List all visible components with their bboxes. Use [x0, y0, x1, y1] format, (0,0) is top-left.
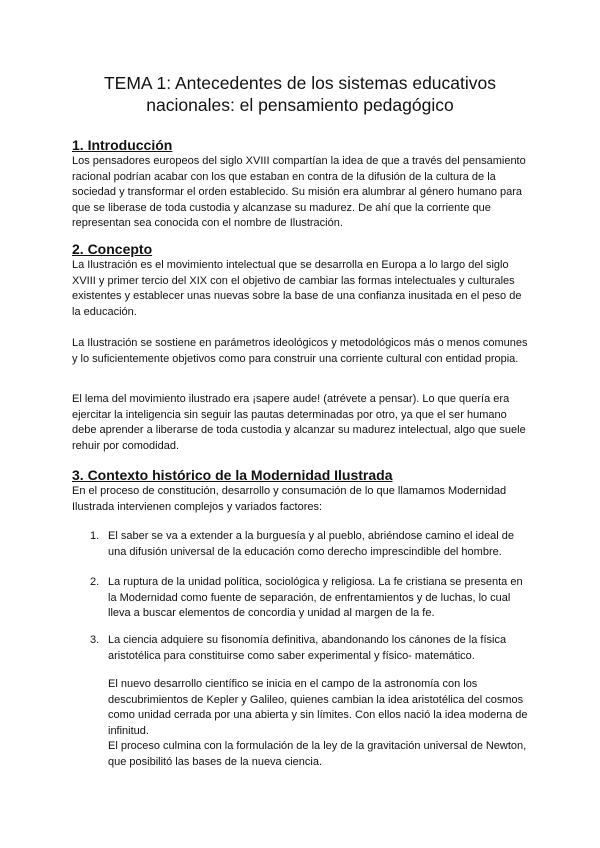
- section-heading-concepto: 2. Concepto: [72, 241, 153, 257]
- section-heading-introduccion: 1. Introducción: [72, 137, 173, 153]
- sub-paragraph-1: El nuevo desarrollo científico se inicia en el campo de la astronomía con los descubrimientos de Kepler y Galileo, quienes cambian la idea aristotélica del cosmos como unidad cerrada por una abierta y sin límites. Con ellos nació la idea moderna de infinitud.: [108, 678, 528, 737]
- list-item: [90, 575, 530, 622]
- list-item-text: El saber se va a extender a la burguesía y al pueblo, abriéndose camino el ideal de una difusión universal de la educación como derecho imprescindible del hombre.: [108, 530, 515, 558]
- list-item-text: La ciencia adquiere su fisonomía definitiva, abandonando los cánones de la física aristotélica para constituirse como saber experimental y físico- matemático.: [108, 634, 507, 662]
- list-item-number: 1.: [90, 530, 100, 542]
- paragraph-contexto-intro: En el proceso de constitución, desarrollo y consumación de lo que llamamos Modernidad Ilustrada intervienen complejos y variados factores:: [72, 485, 507, 513]
- list-item-number: 3.: [90, 634, 100, 646]
- sub-paragraph-2: El proceso culmina con la formulación de la ley de la gravitación universal de Newton, que posibilitó las bases de la nueva ciencia.: [108, 740, 527, 768]
- list-item-number: 2.: [90, 576, 100, 588]
- list-item-text: La ruptura de la unidad política, sociológica y religiosa. La fe cristiana se presenta en la Modernidad como fuente de separación, de enfrentamientos y de luchas, lo cual lleva a buscar elementos de concordia y unidad al margen de la fe.: [108, 576, 523, 620]
- paragraph-concepto-1: La Ilustración es el movimiento intelectual que se desarrolla en Europa a lo largo del siglo XVIII y primer tercio del XIX con el objetivo de cambiar las formas intelectuales y culturales existentes y establecer unas nuevas sobre la base de una confianza inusitada en el peso de la educación.: [72, 259, 522, 318]
- section-heading-contexto: 3. Contexto histórico de la Modernidad Ilustrada: [72, 467, 393, 483]
- paragraph-concepto-2: La Ilustración se sostiene en parámetros ideológicos y metodológicos más o menos comunes y lo suficientemente objetivos como para construir una corriente cultural con entidad propia.: [72, 337, 528, 365]
- paragraph-introduccion: Los pensadores europeos del siglo XVIII compartían la idea de que a través del pensamiento racional podrían acabar con los que estaban en contra de la difusión de la cultura de la sociedad y transformar el orden establecido. Su misión era alumbrar al género humano para que se liberase de toda custodia y alcanzase su madurez. De ahí que la corriente que representan sea conocida con el nombre de Ilustración.: [72, 155, 526, 230]
- list-item: [90, 633, 530, 664]
- list-item: [90, 529, 530, 560]
- paragraph-concepto-3: El lema del movimiento ilustrado era ¡sapere aude! (atrévete a pensar). Lo que quería era ejercitar la inteligencia sin seguir las pautas determinadas por otro, ya que el ser humano debe aprender a liberarse de toda custodia y alcanzar su madurez intelectual, algo que suele rehuir por comodidad.: [72, 393, 526, 452]
- page-title: TEMA 1: Antecedentes de los sistemas educativos nacionales: el pensamiento pedagógico: [103, 73, 496, 115]
